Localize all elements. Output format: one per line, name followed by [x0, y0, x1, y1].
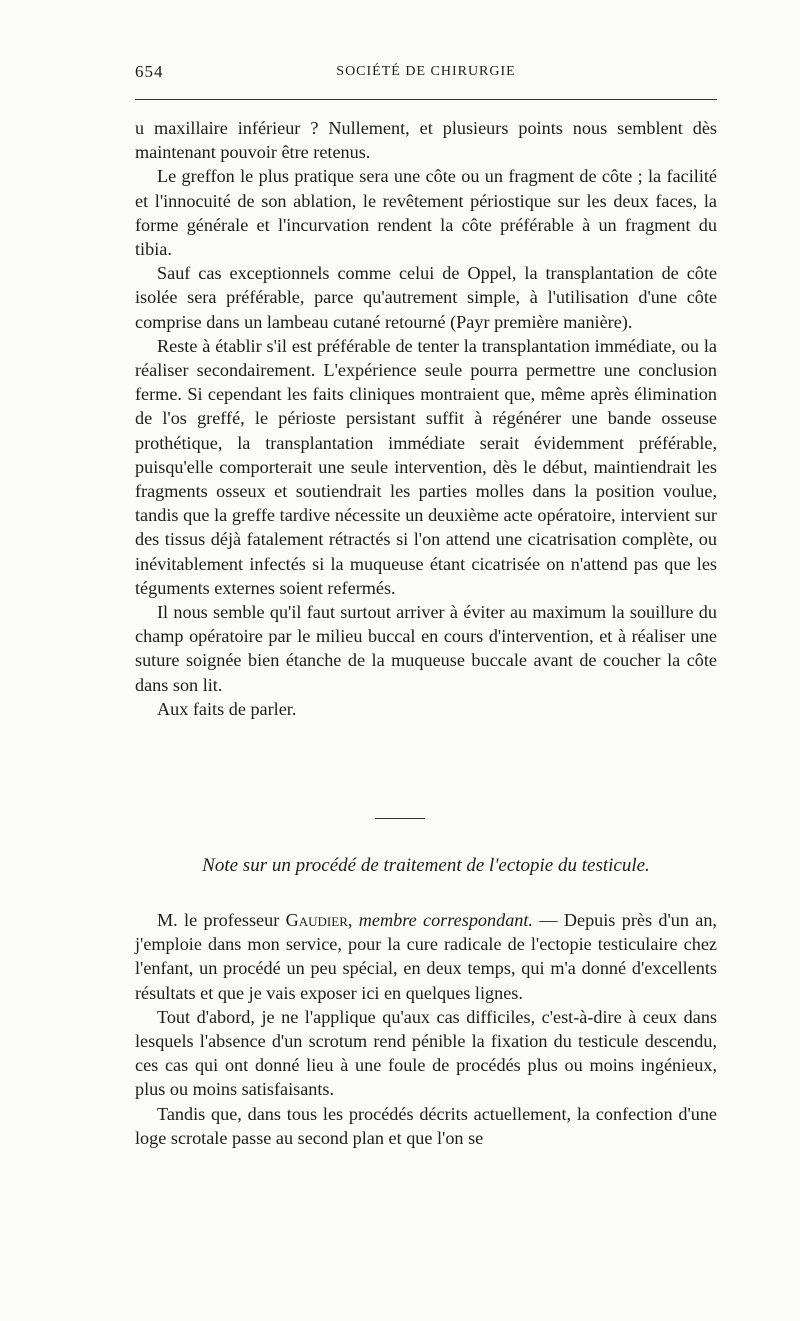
page-header [135, 58, 717, 90]
paragraph: Tout d'abord, je ne l'applique qu'aux cas difficiles, c'est-à-dire à ceux dans lesquels l'absence d'un scrotum rend pénible la fixation du testicule descendu, ces cas qui ont donné lieu à une foule de procédés plus ou moins ingénieux, plus ou moins satisfaisants. [135, 1006, 717, 1100]
paragraph: Aux faits de parler. [157, 698, 297, 719]
paragraph: Sauf cas exceptionnels comme celui de Oppel, la transplantation de côte isolée sera préférable, parce qu'autrement simple, à l'utilisation d'une côte comprise dans un lambeau cutané retourné (Payr première manière). [135, 263, 717, 332]
speaker-name: Gaudier [285, 910, 348, 930]
page-number: 654 [135, 62, 164, 81]
running-head: SOCIÉTÉ DE CHIRURGIE [336, 64, 516, 79]
note-text [135, 908, 717, 1150]
paragraph-text: — Depuis près d'un an, j'emploie dans mon service, pour la cure radicale de l'ectopie testiculaire chez l'enfant, un procédé un peu spécial, en deux temps, qui m'a donné d'excellents résultats et que je vais exposer ici en quelques lignes. [135, 910, 717, 1003]
comma: , [347, 910, 359, 930]
section-separator [375, 818, 425, 819]
paragraph [135, 908, 717, 1005]
paragraph: u maxillaire inférieur ? Nullement, et plusieurs points nous semblent dès maintenant pouvoir être retenus. [135, 118, 717, 163]
paragraph: Reste à établir s'il est préférable de tenter la transplantation immédiate, ou la réaliser secondairement. L'expérience seule pourra permettre une conclusion ferme. Si cependant les faits cliniques montraient que, même après élimination de l'os greffé, le périoste persistant suffit à régénérer une bande osseuse prothétique, la transplantation immédiate serait évidemment préférable, puisqu'elle comporterait une seule intervention, dès le début, maintiendrait les fragments osseux et soutiendrait les parties molles dans la position voulue, tandis que la greffe tardive nécessite un deuxième acte opératoire, intervient sur des tissus déjà fatalement rétractés si l'on attend une cicatrisation complète, ou inévitablement infectés si la muqueuse étant cicatrisée on n'attend pas que les téguments externes soient refermés. [135, 335, 717, 598]
paragraph: Tandis que, dans tous les procédés décrits actuellement, la confection d'une loge scrotale passe au second plan et que l'on se [135, 1103, 717, 1148]
speaker-role: membre correspondant. [358, 910, 533, 930]
header-rule [135, 99, 717, 100]
paragraph: Il nous semble qu'il faut surtout arriver à éviter au maximum la souillure du champ opératoire par le milieu buccal en cours d'intervention, et à réaliser une suture soignée bien étanche de la muqueuse buccale avant de coucher la côte dans son lit. [135, 602, 717, 695]
note-title: Note sur un procédé de traitement de l'ectopie du testicule. [202, 855, 650, 876]
paragraph: Le greffon le plus pratique sera une côte ou un fragment de côte ; la facilité et l'innocuité de son ablation, le revêtement périostique sur les deux faces, la forme générale et l'incurvation rendent la côte préférable à un fragment du tibia. [135, 166, 717, 260]
main-text [135, 116, 717, 721]
speaker-prefix: M. le professeur [157, 910, 286, 930]
